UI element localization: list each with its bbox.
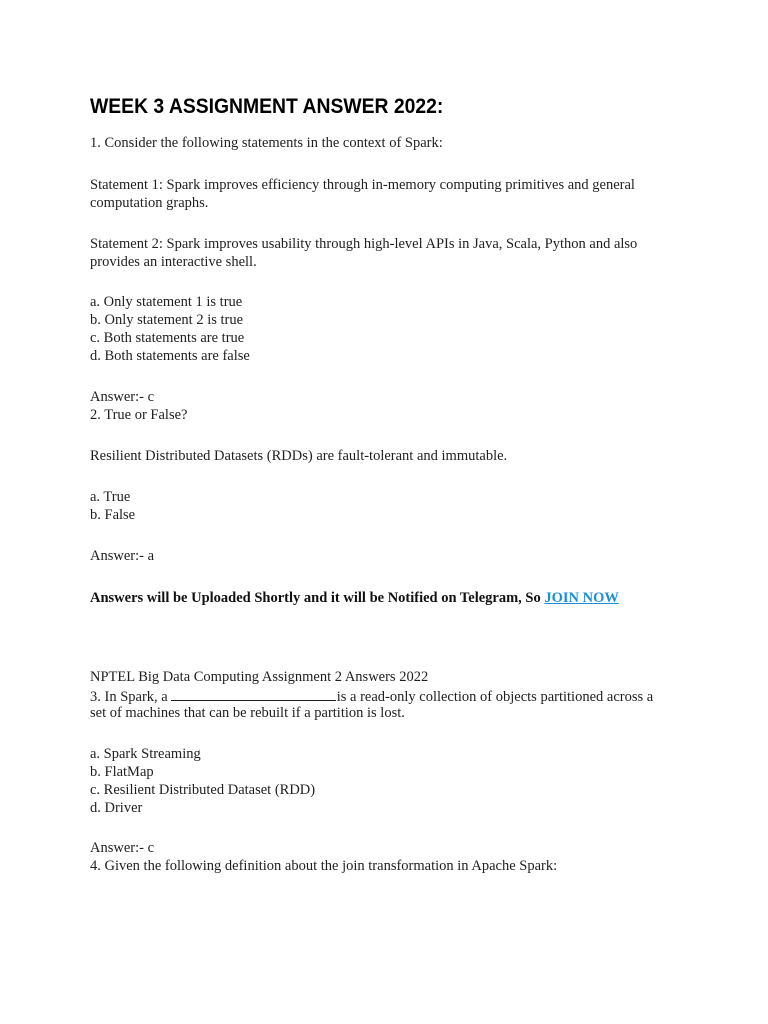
question-3-stem-line-2: set of machines that can be rebuilt if a partition is lost. (90, 705, 405, 721)
section-subheading: NPTEL Big Data Computing Assignment 2 Answers 2022 (90, 669, 429, 685)
notice-line (90, 589, 619, 607)
q1-option-c: c. Both statements are true (90, 330, 245, 346)
join-now-link[interactable]: JOIN NOW (544, 590, 619, 606)
q3-option-b: b. FlatMap (90, 764, 154, 780)
q1-option-a: a. Only statement 1 is true (90, 294, 243, 310)
q3-option-d: d. Driver (90, 800, 143, 816)
q1-statement-2-line-1: Statement 2: Spark improves usability through high-level APIs in Java, Scala, Python and also (90, 236, 638, 252)
q3-option-a: a. Spark Streaming (90, 746, 201, 762)
q1-statement-2-line-2: provides an interactive shell. (90, 254, 257, 270)
q2-statement: Resilient Distributed Datasets (RDDs) are fault-tolerant and immutable. (90, 448, 508, 464)
q1-statement-1-line-2: computation graphs. (90, 195, 209, 211)
question-3-stem-line-1 (90, 686, 653, 706)
q3-stem-before: 3. In Spark, a (90, 689, 168, 705)
q3-option-c: c. Resilient Distributed Dataset (RDD) (90, 782, 316, 798)
q2-option-b: b. False (90, 507, 136, 523)
q3-answer: Answer:- c (90, 840, 155, 856)
question-2-stem: 2. True or False? (90, 407, 188, 423)
question-1-stem: 1. Consider the following statements in the context of Spark: (90, 135, 443, 151)
q1-option-b: b. Only statement 2 is true (90, 312, 244, 328)
q3-stem-after: is a read-only collection of objects partitioned across a (336, 689, 654, 705)
page-title: WEEK 3 ASSIGNMENT ANSWER 2022: (90, 94, 444, 118)
q2-option-a: a. True (90, 489, 131, 505)
q2-answer: Answer:- a (90, 548, 155, 564)
q1-answer: Answer:- c (90, 389, 155, 405)
question-4-stem: 4. Given the following definition about the join transformation in Apache Spark: (90, 858, 558, 874)
notice-text: Answers will be Uploaded Shortly and it will be Notified on Telegram, So (90, 590, 545, 606)
fill-in-blank (171, 686, 336, 701)
q1-option-d: d. Both statements are false (90, 348, 250, 364)
q1-statement-1-line-1: Statement 1: Spark improves efficiency through in-memory computing primitives and general (90, 177, 635, 193)
